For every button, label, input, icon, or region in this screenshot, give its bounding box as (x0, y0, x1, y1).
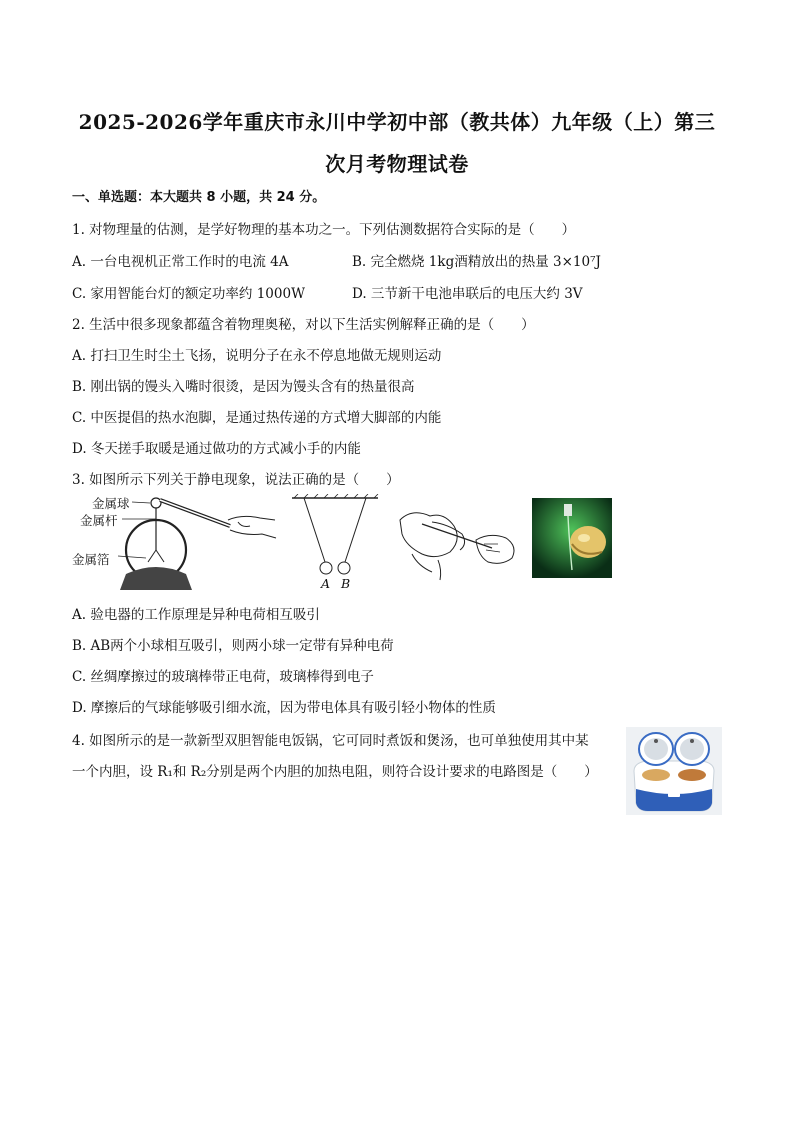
q1-option-d: D. 三节新干电池串联后的电压大约 3V (352, 286, 583, 302)
silk-rubbing-figure (392, 500, 522, 582)
q2-option-c: C. 中医提倡的热水泡脚，是通过热传递的方式增大脚部的内能 (72, 410, 442, 426)
q1-stem: 1. 对物理量的估测，是学好物理的基本功之一。下列估测数据符合实际的是（ ） (72, 222, 576, 238)
section-heading: 一、单选题：本大题共 8 小题，共 24 分。 (72, 190, 326, 205)
q4-stem-line1: 4. 如图所示的是一款新型双胆智能电饭锅，它可同时煮饭和煲汤，也可单独使用其中某 (72, 733, 589, 749)
q3-stem: 3. 如图所示下列关于静电现象，说法正确的是（ ） (72, 472, 400, 488)
q4-stem-line2: 一个内胆，设 R₁和 R₂分别是两个内胆的加热电阻，则符合设计要求的电路图是（ ） (72, 764, 598, 780)
balloon-water-drawing (532, 498, 612, 578)
label-metal-rod: 金属杆 (80, 513, 118, 528)
q3-option-c: C. 丝绸摩擦过的玻璃棒带正电荷，玻璃棒得到电子 (72, 669, 374, 685)
label-ball-b: B (341, 576, 351, 591)
hanging-balls-figure (290, 494, 380, 594)
q3-option-b: B. AB两个小球相互吸引，则两小球一定带有异种电荷 (72, 638, 394, 654)
label-ball-a: A (321, 576, 331, 591)
label-metal-foil: 金属箔 (72, 552, 110, 567)
q2-option-b: B. 刚出锅的馒头入嘴时很烫，是因为馒头含有的热量很高 (72, 379, 415, 395)
q2-stem: 2. 生活中很多现象都蕴含着物理奥秘，对以下生活实例解释正确的是（ ） (72, 317, 535, 333)
q3-option-a: A. 验电器的工作原理是异种电荷相互吸引 (72, 607, 320, 623)
rice-cooker-drawing (626, 727, 722, 815)
exam-title-line2: 次月考物理试卷 (325, 152, 469, 176)
q3-option-d: D. 摩擦后的气球能够吸引细水流，因为带电体具有吸引轻小物体的性质 (72, 700, 496, 716)
exam-title-line1: 2025-2026学年重庆市永川中学初中部（教共体）九年级（上）第三 (78, 110, 716, 134)
balloon-water-photo (532, 498, 612, 578)
silk-rubbing-drawing (392, 500, 522, 582)
hanging-balls-drawing (290, 494, 380, 594)
q1-option-a: A. 一台电视机正常工作时的电流 4A (72, 254, 289, 270)
q1-option-c: C. 家用智能台灯的额定功率约 1000W (72, 286, 305, 302)
rice-cooker-photo (626, 727, 722, 815)
q2-option-d: D. 冬天搓手取暖是通过做功的方式减小手的内能 (72, 441, 361, 457)
q2-option-a: A. 打扫卫生时尘土飞扬，说明分子在永不停息地做无规则运动 (72, 348, 442, 364)
label-metal-ball: 金属球 (92, 496, 130, 511)
q1-option-b: B. 完全燃烧 1kg酒精放出的热量 3×10⁷J (352, 254, 601, 270)
